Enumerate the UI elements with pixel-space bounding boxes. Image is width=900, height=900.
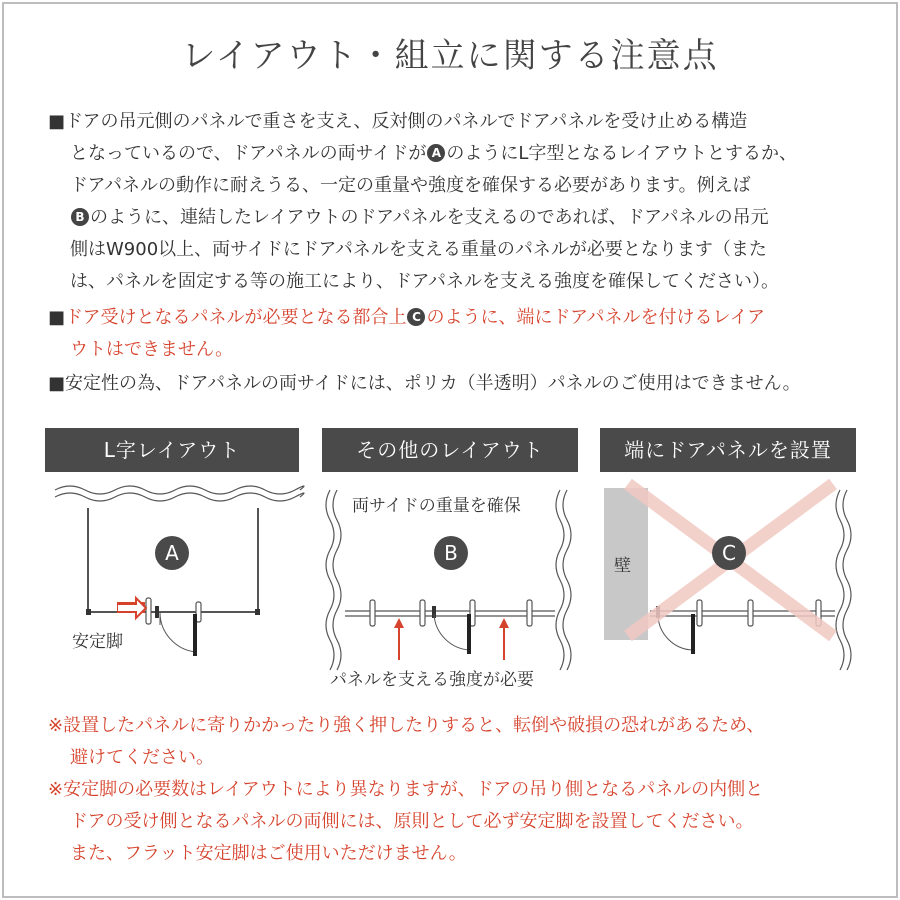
bullet-line: ■安定性の為、ドアパネルの両サイドには、ポリカ（半透明）パネルのご使用はできません。 xyxy=(48,373,801,394)
weight-label: 両サイドの重量を確保 xyxy=(352,496,521,516)
wavy-edge xyxy=(563,490,571,670)
marker-b-badge: B xyxy=(71,208,89,226)
door-hinge xyxy=(155,606,159,618)
red-arrow-head xyxy=(499,618,509,628)
bullet-line: 側はW900以上、両サイドにドアパネルを支える重量のパネルが必要となります（また xyxy=(70,239,767,260)
door-swing xyxy=(160,612,196,652)
note-stabilizer-feet xyxy=(48,774,878,870)
bullet-line: ウトはできません。 xyxy=(70,339,234,360)
foot-bracket xyxy=(748,600,753,626)
panel-header-l-layout: L字レイアウト xyxy=(45,428,299,472)
diagram-b xyxy=(326,490,571,670)
wavy-edge xyxy=(836,490,844,670)
foot-bracket xyxy=(697,600,702,626)
bullet-text: のようにL字型となるレイアウトとするか、 xyxy=(446,143,797,164)
diagram-c xyxy=(604,484,851,670)
note-line: ※安定脚の必要数はレイアウトにより異なりますが、ドアの吊り側となるパネルの内側と xyxy=(48,779,764,800)
foot-bracket xyxy=(146,598,151,624)
bullet-line: ■ドアの吊元側のパネルで重さを支え、反対側のパネルでドアパネルを受け止める構造 xyxy=(48,111,748,132)
note-line: また、フラット安定脚はご使用いただけません。 xyxy=(70,843,467,864)
page-title: レイアウト・組立に関する注意点 xyxy=(181,36,719,76)
wall-label: 壁 xyxy=(614,556,631,576)
panel-end xyxy=(255,609,260,615)
stabilizer-foot-label: 安定脚 xyxy=(72,632,123,652)
wavy-edge xyxy=(55,493,304,501)
foot-bracket xyxy=(370,600,375,626)
marker-c-badge: C xyxy=(407,308,425,326)
wavy-edge xyxy=(55,486,304,494)
bullet-text: のように、連結したレイアウトのドアパネルを支えるのであれば、ドアパネルの吊元 xyxy=(90,207,769,228)
panel-header-edge-door: 端にドアパネルを設置 xyxy=(600,428,856,472)
marker-b-letter: B xyxy=(444,541,458,565)
wavy-edge xyxy=(333,490,341,670)
note-line: 避けてください。 xyxy=(70,747,214,768)
foot-bracket xyxy=(420,600,425,626)
panel-header-other-layout: その他のレイアウト xyxy=(322,428,578,472)
wavy-edge xyxy=(556,490,564,670)
red-arrow xyxy=(118,598,146,618)
strength-label: パネルを支える強度が必要 xyxy=(330,670,534,690)
door-swing xyxy=(658,614,693,650)
note-line: ドアの受け側となるパネルの両側には、原則として必ず安定脚を設置してください。 xyxy=(70,811,754,832)
bullet-line: ドアパネルの動作に耐えうる、一定の重量や強度を確保する必要があります。例えば xyxy=(70,175,751,196)
wavy-edge xyxy=(326,490,334,670)
bullet-mark: ■ xyxy=(48,307,66,328)
foot-bracket xyxy=(527,600,532,626)
bullet-text: ドア受けとなるパネルが必要となる都合上 xyxy=(65,307,407,328)
note-leaning-warning xyxy=(48,710,878,774)
marker-a-letter: A xyxy=(165,541,179,565)
door-swing xyxy=(434,614,470,650)
marker-c-letter: C xyxy=(722,541,736,565)
bullet-text: となっているので、ドアパネルの両サイドが xyxy=(70,143,427,164)
wavy-edge xyxy=(843,490,851,670)
marker-a-badge: A xyxy=(427,144,445,162)
bullet-text: のように、端にドアパネルを付けるレイア xyxy=(426,307,766,328)
bullet-line: は、パネルを固定する等の施工により、ドアパネルを支える強度を確保してください）。 xyxy=(70,271,780,292)
red-arrow-head xyxy=(394,618,404,628)
note-line: ※設置したパネルに寄りかかったり強く押したりすると、転倒や破損の恐れがあるため、 xyxy=(48,715,765,736)
panel-end xyxy=(86,609,91,615)
